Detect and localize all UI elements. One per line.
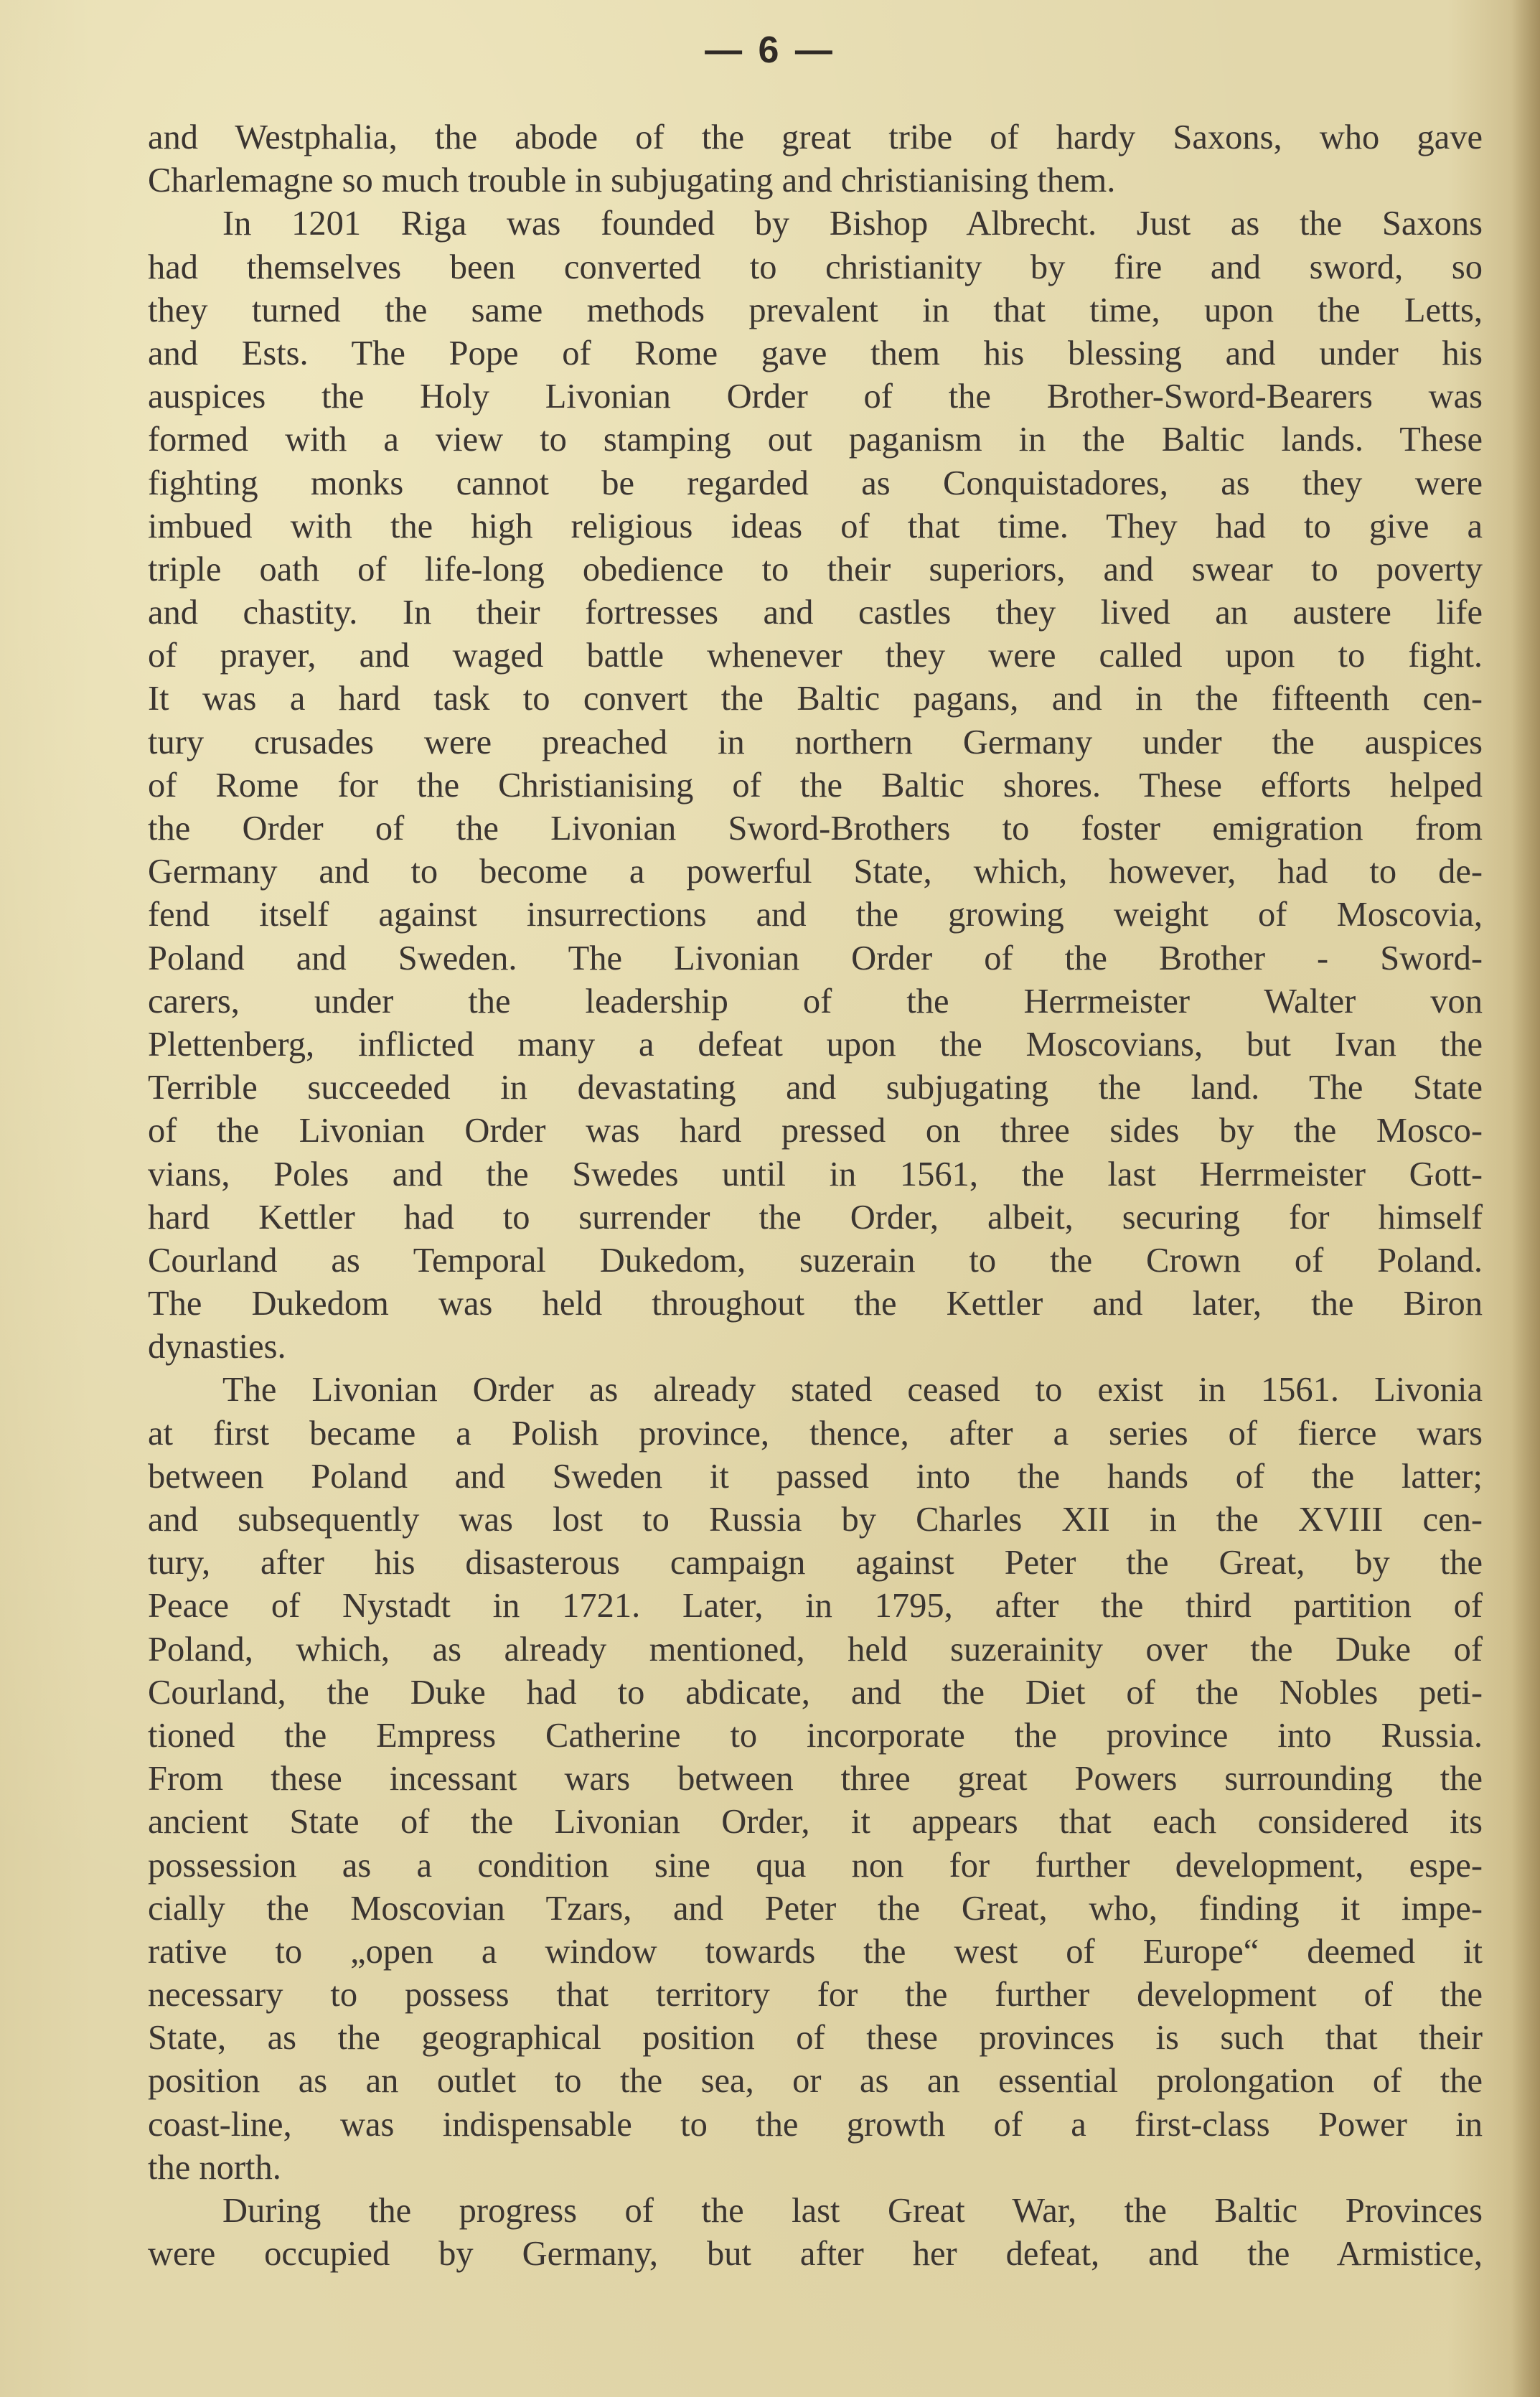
text-line: vians, Poles and the Swedes until in 1561, the last Herrmeister Gott- [148,1155,1483,1193]
text-line: tury, after his disasterous campaign against Peter the Great, by the [148,1544,1483,1582]
text-line: From these incessant wars between three great Powers surrounding the [148,1760,1483,1798]
text-line: carers, under the leadership of the Herrmeister Walter von [148,982,1483,1021]
text-line: State, as the geographical position of these provinces is such that their [148,2019,1483,2058]
text-line: formed with a view to stamping out paganism in the Baltic lands. These [148,421,1483,459]
text-line: ancient State of the Livonian Order, it appears that each considered its [148,1803,1483,1842]
text-line: dynasties. [148,1328,286,1366]
text-line: position as an outlet to the sea, or as an essential prolongation of the [148,2062,1483,2101]
text-line: possession as a condition sine qua non for further development, espe- [148,1846,1483,1885]
text-line: Poland, which, as already mentioned, held suzerainity over the Duke of [148,1630,1483,1669]
text-line: Germany and to become a powerful State, which, however, had to de- [148,853,1483,891]
text-line: and chastity. In their fortresses and castles they lived an austere life [148,594,1483,632]
text-line: Peace of Nystadt in 1721. Later, in 1795, after the third partition of [148,1587,1483,1626]
text-line: cially the Moscovian Tzars, and Peter the Great, who, finding it impe- [148,1889,1483,1928]
text-line: Terrible succeeded in devastating and subjugating the land. The State [148,1069,1483,1107]
text-line: triple oath of life-long obedience to their superiors, and swear to poverty [148,550,1483,588]
text-line: Courland, the Duke had to abdicate, and the Diet of the Nobles peti- [148,1673,1483,1712]
text-line: Poland and Sweden. The Livonian Order of the Brother - Sword- [148,939,1483,977]
text-line: Charlemagne so much trouble in subjugating and christianising them. [148,161,1116,200]
text-line: auspices the Holy Livonian Order of the Brother-Sword-Bearers was [148,377,1483,416]
body-text [148,116,1483,2276]
text-line: It was a hard task to convert the Baltic pagans, and in the fifteenth cen- [148,680,1483,718]
text-line: imbued with the high religious ideas of that time. They had to give a [148,507,1483,545]
text-line: the north. [148,2148,281,2187]
text-line: Plettenberg, inflicted many a defeat upon the Moscovians, but Ivan the [148,1025,1483,1064]
text-line: tury crusades were preached in northern Germany under the auspices [148,723,1483,761]
text-line: The Livonian Order as already stated ceased to exist in 1561. Livonia [222,1371,1483,1409]
text-line: and Westphalia, the abode of the great tribe of hardy Saxons, who gave [148,118,1483,156]
text-line: of the Livonian Order was hard pressed on three sides by the Mosco- [148,1112,1483,1150]
text-line: were occupied by Germany, but after her defeat, and the Armistice, [148,2235,1483,2274]
text-line: at first became a Polish province, thence, after a series of fierce wars [148,1414,1483,1453]
page-number: — 6 — [705,29,835,71]
text-line: rative to „open a window towards the west of Europe“ deemed it [148,1932,1483,1971]
text-line: the Order of the Livonian Sword-Brothers to foster emigration from [148,810,1483,848]
text-line: coast-line, was indispensable to the growth of a first-class Power in [148,2105,1483,2144]
text-line: tioned the Empress Catherine to incorporate the province into Russia. [148,1716,1483,1755]
text-line: of Rome for the Christianising of the Baltic shores. These efforts helped [148,766,1483,805]
text-line: of prayer, and waged battle whenever they were called upon to fight. [148,637,1483,675]
text-line: In 1201 Riga was founded by Bishop Albrecht. Just as the Saxons [222,205,1483,243]
text-line: The Dukedom was held throughout the Kettler and later, the Biron [148,1285,1483,1323]
page-edge-shadow [1511,0,1540,2397]
text-line: Courland as Temporal Dukedom, suzerain to the Crown of Poland. [148,1241,1483,1280]
text-line: and subsequently was lost to Russia by Charles XII in the XVIII cen- [148,1501,1483,1539]
text-line: fend itself against insurrections and the growing weight of Moscovia, [148,896,1483,934]
text-line: During the progress of the last Great War, the Baltic Provinces [222,2192,1483,2230]
text-line: hard Kettler had to surrender the Order, albeit, securing for himself [148,1198,1483,1237]
text-line: between Poland and Sweden it passed into the hands of the latter; [148,1457,1483,1496]
text-line: and Ests. The Pope of Rome gave them his blessing and under his [148,334,1483,372]
text-line: had themselves been converted to christianity by fire and sword, so [148,248,1483,286]
text-line: they turned the same methods prevalent in that time, upon the Letts, [148,291,1483,329]
text-line: fighting monks cannot be regarded as Conquistadores, as they were [148,464,1483,502]
text-line: necessary to possess that territory for the further development of the [148,1976,1483,2014]
